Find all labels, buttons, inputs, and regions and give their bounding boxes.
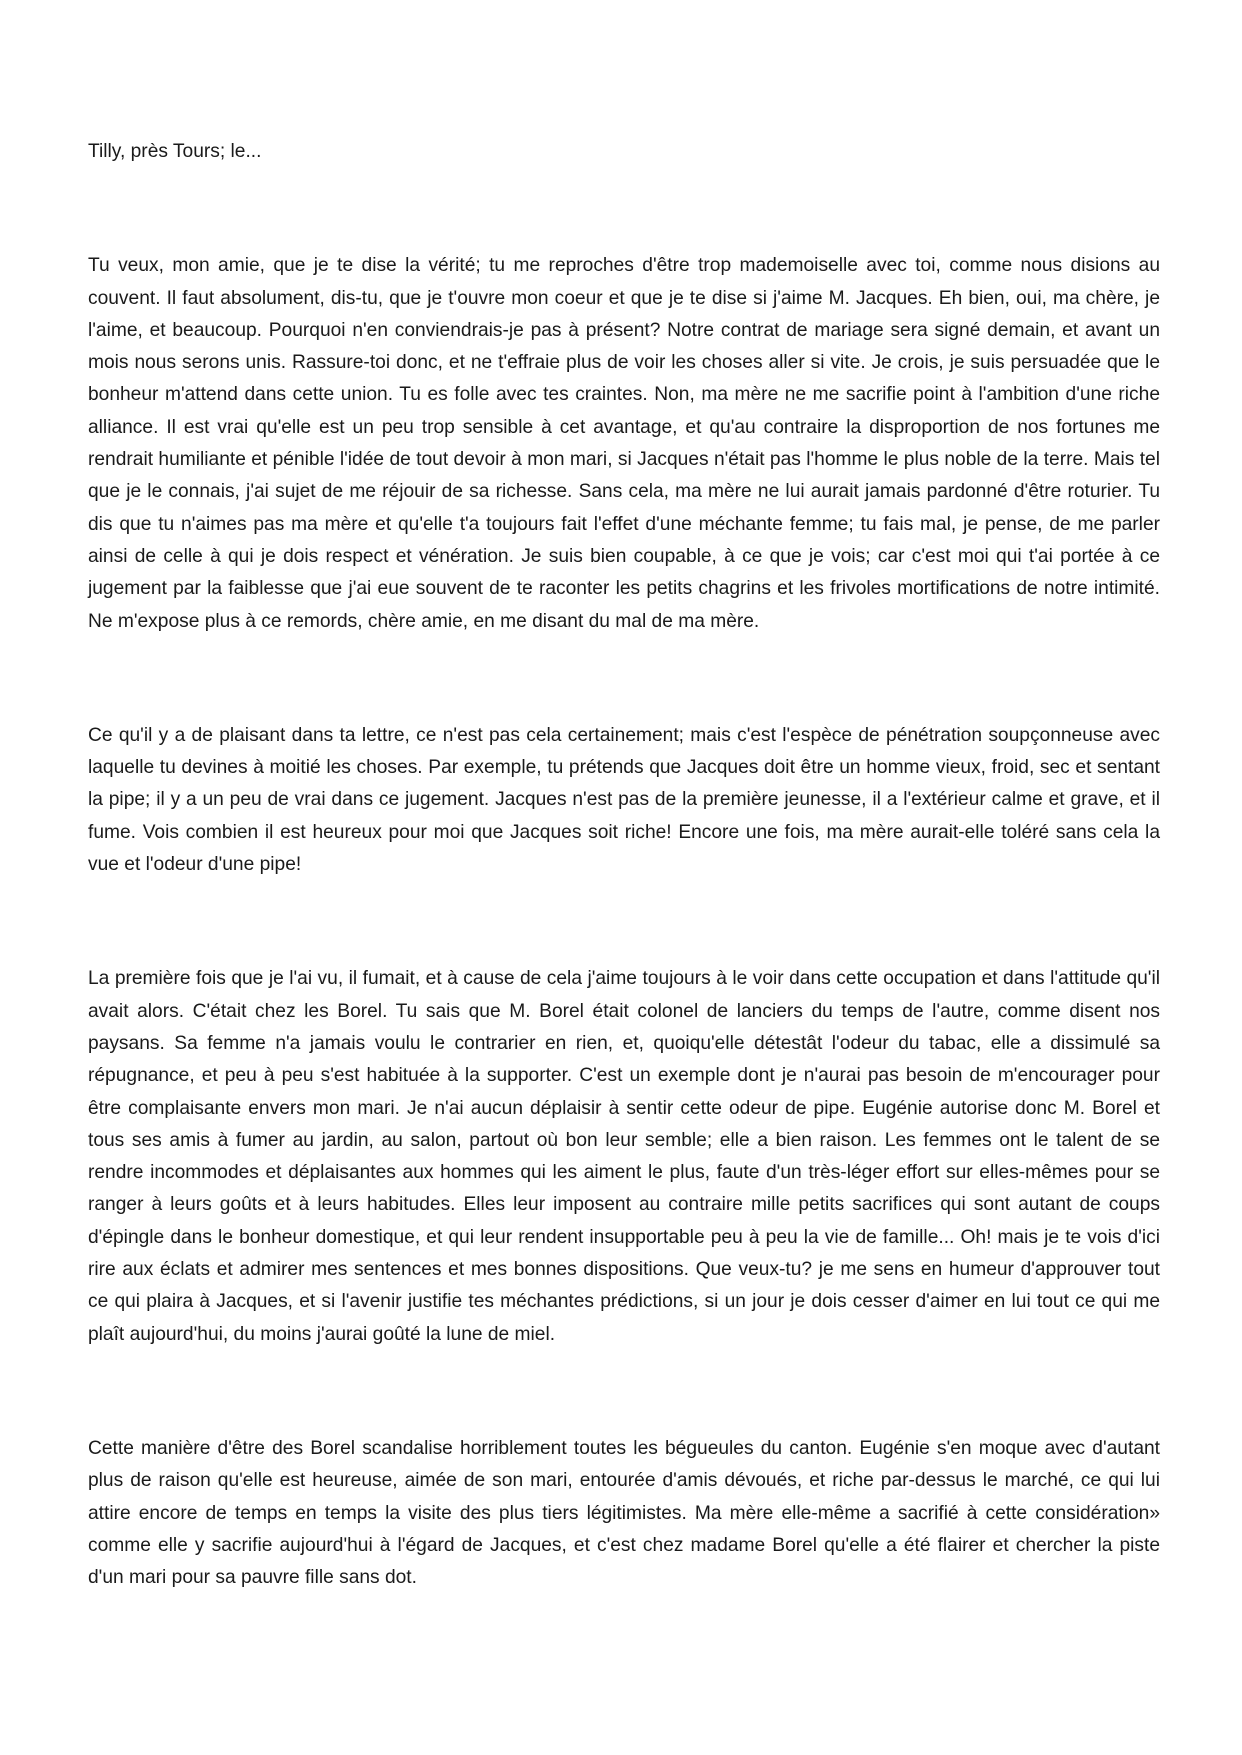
paragraph-2: Ce qu'il y a de plaisant dans ta lettre, ce n'est pas cela certainement; mais c'est l'espèce de pénétration soupçonneuse avec laquelle tu devines à moitié les choses. Par exemple, tu prétends que Jacques doit être un homme vieux, froid, sec et sentant la pipe; il y a un peu de vrai dans ce jugement. Jacques n'est pas de la première jeunesse, il a l'extérieur calme et grave, et il fume. Vois combien il est heureux pour moi que Jacques soit riche! Encore une fois, ma mère aurait-elle toléré sans cela la vue et l'odeur d'une pipe!: [88, 724, 1160, 876]
paragraph-1: Tu veux, mon amie, que je te dise la vérité; tu me reproches d'être trop mademoiselle avec toi, comme nous disions au couvent. Il faut absolument, dis-tu, que je t'ouvre mon coeur et que je te dise si j'aime M. Jacques. Eh bien, oui, ma chère, je l'aime, et beaucoup. Pourquoi n'en conviendrais-je pas à présent? Notre contrat de mariage sera signé demain, et avant un mois nous serons unis. Rassure-toi donc, et ne t'effraie plus de voir les choses aller si vite. Je crois, je suis persuadée que le bonheur m'attend dans cette union. Tu es folle avec tes craintes. Non, ma mère ne me sacrifie point à l'ambition d'une riche alliance. Il est vrai qu'elle est un peu trop sensible à cet avantage, et qu'au contraire la disproportion de nos fortunes me rendrait humiliante et pénible l'idée de tout devoir à mon mari, si Jacques n'était pas l'homme le plus noble de la terre. Mais tel que je le connais, j'ai sujet de me réjouir de sa richesse. Sans cela, ma mère ne lui aurait jamais pardonné d'être roturier. Tu dis que tu n'aimes pas ma mère et qu'elle t'a toujours fait l'effet d'une méchante femme; tu fais mal, je pense, de me parler ainsi de celle à qui je dois respect et vénération. Je suis bien coupable, à ce que je vois; car c'est moi qui t'ai portée à ce jugement par la faiblesse que j'ai eue souvent de te raconter les petits chagrins et les frivoles mortifications de notre intimité. Ne m'expose plus à ce remords, chère amie, en me disant du mal de ma mère.: [88, 255, 1160, 632]
letter-dateline: Tilly, près Tours; le...: [88, 141, 262, 162]
document-page: [88, 136, 1160, 1594]
paragraph-4: Cette manière d'être des Borel scandalise horriblement toutes les bégueules du canton. Eugénie s'en moque avec d'autant plus de raison qu'elle est heureuse, aimée de son mari, entourée d'amis dévoués, et riche par-dessus le marché, ce qui lui attire encore de temps en temps la visite des plus tiers légitimistes. Ma mère elle-même a sacrifié à cette considération» comme elle y sacrifie aujourd'hui à l'égard de Jacques, et c'est chez madame Borel qu'elle a été flairer et chercher la piste d'un mari pour sa pauvre fille sans dot.: [88, 1437, 1160, 1589]
paragraph-3: La première fois que je l'ai vu, il fumait, et à cause de cela j'aime toujours à le voir dans cette occupation et dans l'attitude qu'il avait alors. C'était chez les Borel. Tu sais que M. Borel était colonel de lanciers du temps de l'autre, comme disent nos paysans. Sa femme n'a jamais voulu le contrarier en rien, et, quoiqu'elle détestât l'odeur du tabac, elle a dissimulé sa répugnance, et peu à peu s'est habituée à la supporter. C'est un exemple dont je n'aurai pas besoin de m'encourager pour être complaisante envers mon mari. Je n'ai aucun déplaisir à sentir cette odeur de pipe. Eugénie autorise donc M. Borel et tous ses amis à fumer au jardin, au salon, partout où bon leur semble; elle a bien raison. Les femmes ont le talent de se rendre incommodes et déplaisantes aux hommes qui les aiment le plus, faute d'un très-léger effort sur elles-mêmes pour se ranger à leurs goûts et à leurs habitudes. Elles leur imposent au contraire mille petits sacrifices qui sont autant de coups d'épingle dans le bonheur domestique, et qui leur rendent insupportable peu à peu la vie de famille... Oh! mais je te vois d'ici rire aux éclats et admirer mes sentences et mes bonnes dispositions. Que veux-tu? je me sens en humeur d'approuver tout ce qui plaira à Jacques, et si l'avenir justifie tes méchantes prédictions, si un jour je dois cesser d'aimer en lui tout ce qui me plaît aujourd'hui, du moins j'aurai goûté la lune de miel.: [88, 968, 1160, 1345]
